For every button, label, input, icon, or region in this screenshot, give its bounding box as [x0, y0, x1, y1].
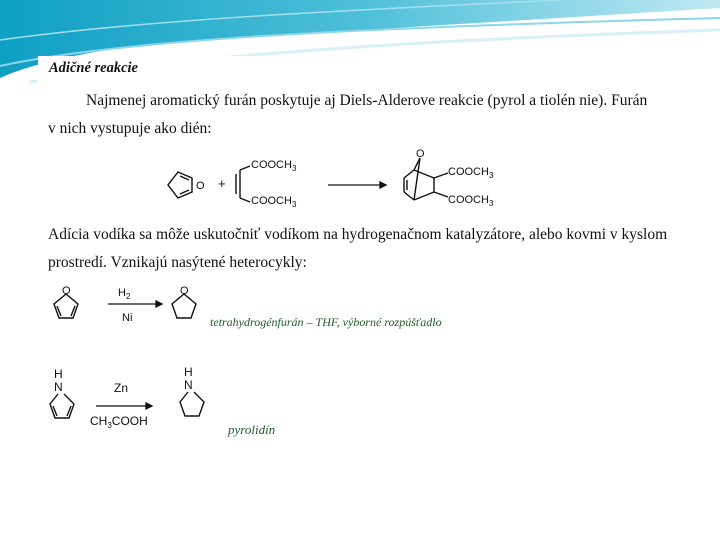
oxanorbornene-structure	[404, 158, 448, 200]
reaction-arrow-3	[96, 403, 152, 409]
pyrrole-panel	[38, 354, 298, 446]
paragraph1-line1: Najmenej aromatický furán poskytuje aj Diels-Alderove reakcie (pyrol a tiolén nie). Furán	[86, 92, 648, 109]
pyrrolidine-n: N	[184, 378, 193, 392]
product-ester-top: $COOCH_3$	[448, 166, 494, 180]
reagent-ni: Ni	[122, 312, 133, 324]
thf-name: tetrahydrogénfurán – THF, výborné rozpúšťadlo	[210, 315, 442, 329]
plus-sign: +	[218, 176, 226, 191]
reaction-arrow-1	[328, 182, 386, 188]
ester-bottom: $COOCH_3$	[251, 195, 297, 209]
thf-oxygen: O	[180, 285, 189, 297]
paragraph2-line2: prostredí. Vznikajú nasýtené heterocykly:	[48, 254, 307, 271]
ester-top: $COOCH_3$	[251, 159, 297, 173]
diels-alder-scheme	[158, 148, 518, 218]
pyrrolidine-h: H	[184, 365, 193, 379]
furan-oxygen-2: O	[62, 285, 71, 297]
furan-structure-2	[54, 294, 78, 318]
pyrrole-reduction-scheme	[38, 354, 238, 446]
reagent-zn: Zn	[114, 381, 129, 395]
hydrogenation-scheme	[42, 282, 212, 332]
thf-structure	[172, 294, 196, 318]
pyrrole-structure	[50, 394, 74, 418]
dimethyl-maleate-structure	[236, 166, 250, 202]
furan-oxygen: O	[196, 180, 205, 192]
reaction-arrow-2	[108, 301, 162, 307]
product-ester-bottom: $COOCH_3$	[448, 194, 494, 208]
pyrrole-h: H	[54, 367, 63, 381]
paragraph1-line2: v nich vystupuje ako dién:	[48, 120, 212, 137]
pyrrolidine-name: pyrolidín	[228, 422, 276, 437]
bridge-oxygen: O	[416, 148, 425, 160]
paragraph2-line1: Adícia vodíka sa môže uskutočniť vodíkom na hydrogenačnom katalyzátore, alebo kovmi v kyslom	[48, 226, 668, 243]
reagent-h2: $H_2$	[118, 287, 131, 301]
furan-structure	[168, 172, 192, 198]
reagent-acetic-acid: $CH_3COOH$	[90, 414, 148, 430]
content-panel	[38, 56, 706, 334]
section-heading: Adičné reakcie	[49, 60, 138, 76]
pyrrole-n: N	[54, 380, 63, 394]
pyrrolidine-structure	[180, 392, 204, 416]
